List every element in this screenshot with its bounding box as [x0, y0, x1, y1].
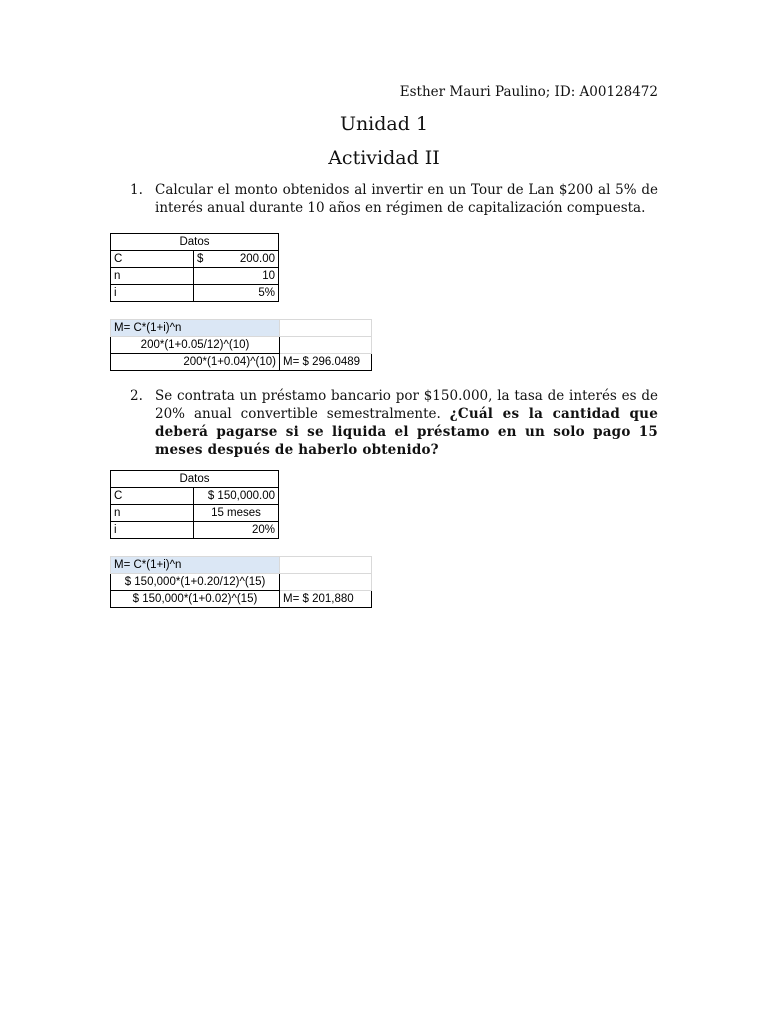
data-table-title: Datos: [111, 234, 279, 251]
problem-2-number: 2.: [130, 388, 143, 404]
activity-title: Actividad II: [328, 147, 440, 169]
row-label: i: [111, 285, 194, 302]
currency-amount: 200.00: [239, 253, 275, 265]
formula-step-1: 200*(1+0.05/12)^(10): [111, 337, 280, 354]
row-label: C: [111, 251, 194, 268]
result-cell: M= $ 201,880: [280, 591, 372, 608]
author-line: Esther Mauri Paulino; ID: A00128472: [399, 84, 658, 100]
problem-2-question: ¿Cuál es la cantidad que deberá pagarse si se liquida el préstamo en un solo pago 15 meses después de haberlo obtenido?: [155, 406, 658, 458]
empty-cell: [280, 320, 372, 337]
problem-1: [130, 181, 658, 217]
problem-2-text: [155, 387, 658, 459]
empty-cell: [280, 557, 372, 574]
problem-1-formula-table: [110, 319, 372, 371]
row-value: 5%: [194, 285, 279, 302]
formula-step-2: $ 150,000*(1+0.02)^(15): [111, 591, 280, 608]
table-row: [111, 488, 279, 505]
table-row: [111, 268, 279, 285]
row-label: n: [111, 505, 194, 522]
formula-step-2: 200*(1+0.04)^(10): [111, 354, 280, 371]
formula-cell: M= C*(1+i)^n: [111, 320, 280, 337]
problem-2-statement: Se contrata un préstamo bancario por $150.000, la tasa de interés es de 20% anual convertible semestralmente.: [155, 388, 658, 422]
empty-cell: [280, 337, 372, 354]
problem-1-text: Calcular el monto obtenidos al invertir en un Tour de Lan $200 al 5% de interés anual durante 10 años en régimen de capitalización compuesta.: [155, 182, 658, 216]
problem-1-number: 1.: [130, 182, 143, 198]
data-table-title: Datos: [111, 471, 279, 488]
row-value: $ 150,000.00: [194, 488, 279, 505]
currency-symbol: $: [197, 253, 204, 265]
empty-cell: [280, 574, 372, 591]
row-label: n: [111, 268, 194, 285]
formula-step-1: $ 150,000*(1+0.20/12)^(15): [111, 574, 280, 591]
result-cell: M= $ 296.0489: [280, 354, 372, 371]
row-value: 20%: [194, 522, 279, 539]
table-row: [111, 251, 279, 268]
row-label: i: [111, 522, 194, 539]
row-value: [194, 251, 279, 268]
problem-2-formula-table: [110, 556, 372, 608]
unit-title: Unidad 1: [339, 113, 429, 135]
problem-1-data-table: [110, 233, 279, 302]
table-row: [111, 285, 279, 302]
row-value: 10: [194, 268, 279, 285]
table-row: [111, 522, 279, 539]
row-label: C: [111, 488, 194, 505]
problem-2-data-table: [110, 470, 279, 539]
row-value: 15 meses: [194, 505, 279, 522]
formula-cell: M= C*(1+i)^n: [111, 557, 280, 574]
table-row: [111, 505, 279, 522]
problem-2: [130, 387, 658, 459]
